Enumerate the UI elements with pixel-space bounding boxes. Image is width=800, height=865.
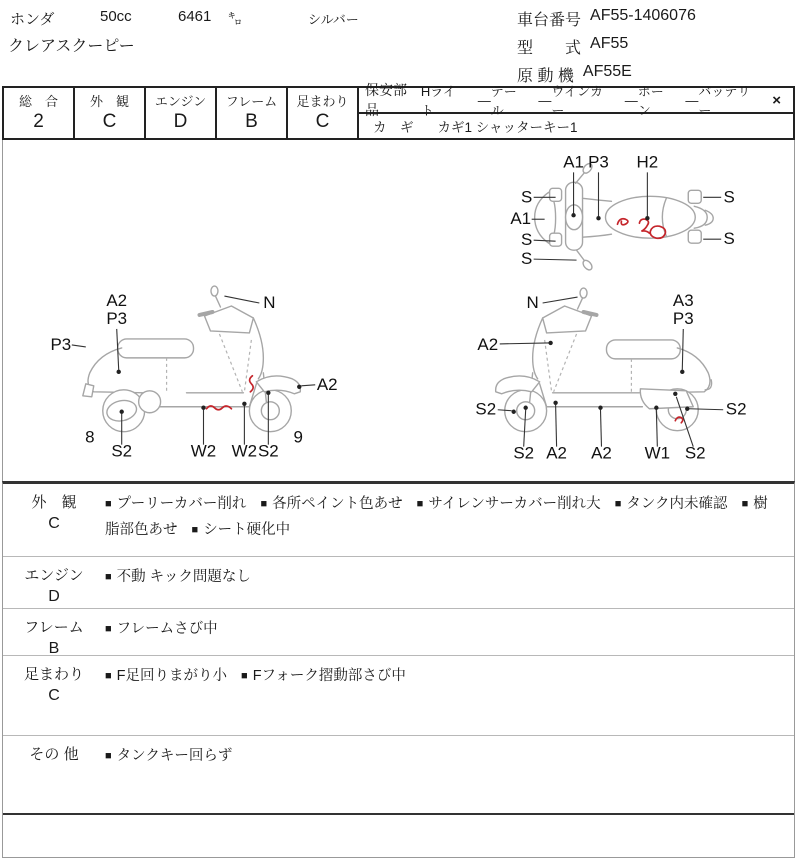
damage-diagram-svg	[3, 140, 794, 481]
section-notes	[105, 736, 794, 813]
damage-code-label: A2	[546, 443, 567, 463]
grade-engine-label: エンジン	[154, 94, 207, 109]
damage-code-label: W1	[644, 443, 671, 463]
section-side	[3, 484, 105, 556]
note-item	[105, 748, 232, 764]
bullet-icon: ■	[191, 524, 199, 536]
section-label: フレーム	[24, 619, 84, 636]
condition-sections	[2, 481, 795, 858]
damage-code-label: H2	[636, 152, 659, 172]
section-empty-row	[3, 815, 794, 859]
grade-overall	[4, 88, 75, 138]
safety-item-label: ホーン	[637, 84, 664, 118]
section-grade: C	[48, 515, 60, 532]
grade-exterior	[75, 88, 146, 138]
damage-code-label: S	[521, 187, 533, 207]
note-item	[105, 569, 251, 585]
note-item	[417, 496, 601, 512]
battery-ng-mark: ×	[772, 91, 781, 109]
damage-code-label: W2	[231, 441, 258, 461]
note-text: 樹脂部色あせ	[105, 496, 768, 538]
note-item	[241, 668, 406, 684]
note-text: フレームさび中	[116, 621, 218, 637]
bullet-icon: ■	[741, 498, 749, 510]
section-label: その 他	[29, 746, 79, 763]
key-label: カ ギ	[373, 120, 414, 135]
key-row	[359, 114, 793, 138]
damage-code-label: S2	[725, 399, 747, 419]
section-notes	[105, 656, 794, 735]
note-text: F足回りまがり小	[116, 668, 228, 684]
chassis-number-value: AF55-1406076	[590, 7, 696, 24]
wheel-size-label: 8	[85, 427, 95, 447]
bullet-icon: ■	[241, 670, 248, 682]
note-item	[192, 522, 291, 538]
damage-code-label: A1	[510, 209, 532, 229]
safety-item-mark: —	[477, 92, 491, 108]
damage-code-label: S	[521, 249, 533, 269]
model-code-label: 型 式	[517, 40, 582, 57]
mileage-unit: ㌔	[228, 11, 242, 27]
bullet-icon: ■	[260, 498, 268, 510]
damage-code-label: N	[526, 293, 539, 313]
note-item	[105, 621, 218, 637]
safety-item-label: ウインカー	[551, 84, 603, 118]
section-label: エンジン	[24, 567, 84, 584]
section-label: 足まわり	[23, 666, 84, 683]
damage-code-label: S	[723, 187, 735, 207]
note-text: 各所ペイント色あせ	[272, 496, 403, 512]
note-text: 不動 キック問題なし	[116, 569, 251, 585]
section-frame	[3, 609, 794, 656]
section-grade: B	[48, 640, 60, 657]
bullet-icon: ■	[105, 571, 112, 583]
damage-code-label: S	[723, 229, 735, 249]
damage-code-label: S2	[111, 441, 133, 461]
bullet-icon: ■	[105, 623, 112, 635]
note-item	[260, 496, 402, 512]
bullet-icon: ■	[105, 670, 112, 682]
bullet-icon: ■	[416, 498, 424, 510]
section-engine	[3, 557, 794, 609]
model-code-value: AF55	[590, 35, 629, 52]
grade-undercarriage-value: C	[315, 111, 330, 132]
damage-code-label: S2	[684, 443, 706, 463]
grade-frame-value: B	[245, 111, 258, 132]
safety-item-mark: —	[624, 92, 638, 108]
note-text: サイレンサーカバー削れ大	[428, 496, 601, 512]
bullet-icon: ■	[614, 498, 622, 510]
note-text: タンク内未確認	[626, 496, 728, 512]
model-name: クレアスクーピー	[8, 38, 135, 55]
section-side	[3, 557, 105, 608]
grade-overall-value: 2	[33, 111, 44, 132]
grade-table	[2, 82, 795, 140]
note-item	[105, 668, 227, 684]
grade-frame-label: フレーム	[225, 94, 278, 109]
safety-parts-cell	[359, 82, 793, 138]
scooter-top-view-outline	[535, 162, 714, 272]
section-side	[3, 609, 105, 655]
grade-engine-value: D	[173, 111, 188, 132]
damage-code-label: S	[521, 230, 533, 250]
grade-engine	[146, 88, 217, 138]
maker-name: ホンダ	[10, 11, 55, 28]
damage-code-label: S2	[257, 441, 279, 461]
damage-code-label: A2	[316, 374, 338, 394]
note-text: Fフォーク摺動部さび中	[252, 668, 406, 684]
model-code-row	[517, 35, 628, 58]
bullet-icon: ■	[105, 750, 112, 762]
bullet-icon: ■	[105, 498, 112, 510]
damage-code-label: P3	[588, 152, 609, 172]
damage-code-label: A2	[591, 443, 612, 463]
safety-item-mark: —	[685, 92, 699, 108]
section-notes	[105, 484, 794, 556]
damage-diagram	[2, 140, 795, 481]
displacement: 50cc	[100, 8, 132, 25]
section-other	[3, 736, 794, 815]
note-text: プーリーカバー削れ	[116, 496, 247, 512]
damage-code-label: S2	[475, 399, 497, 419]
note-text: タンクキー回らず	[116, 748, 233, 764]
note-item	[615, 496, 728, 512]
damage-code-label: P3	[672, 308, 694, 328]
body-color: シルバー	[308, 12, 359, 27]
damage-code-label: S2	[513, 443, 535, 463]
damage-code-label: A2	[477, 334, 499, 354]
engine-code-label: 原 動 機	[517, 68, 574, 85]
chassis-number-label: 車台番号	[517, 12, 582, 29]
section-notes	[105, 557, 794, 608]
safety-item-label: バッテリー	[698, 84, 751, 118]
damage-code-label: A1	[563, 152, 584, 172]
section-label: 外 観	[31, 494, 77, 511]
damage-code-label: W2	[190, 441, 217, 461]
grade-exterior-value: C	[102, 111, 117, 132]
safety-item-mark: —	[538, 92, 552, 108]
damage-code-label: P3	[50, 334, 72, 354]
engine-code-value: AF55E	[582, 63, 632, 80]
damage-code-label: A2	[106, 291, 128, 311]
note-text: シート硬化中	[203, 522, 291, 538]
section-grade: C	[48, 687, 60, 704]
key-value: カギ1 シャッターキー1	[437, 120, 578, 135]
damage-code-label: N	[263, 293, 276, 313]
chassis-number-row	[517, 7, 696, 30]
section-notes	[105, 609, 794, 655]
grade-undercarriage-label: 足まわり	[296, 94, 349, 109]
section-exterior	[3, 484, 794, 557]
scooter-left-side-view	[475, 288, 746, 463]
safety-item-label: テール	[490, 84, 517, 118]
safety-item-label: Hライト	[420, 84, 456, 118]
damage-code-label: A3	[672, 291, 694, 311]
safety-parts-title: 保安部品	[365, 82, 407, 118]
grade-frame	[217, 88, 288, 138]
grade-undercarriage	[288, 88, 359, 138]
section-side	[3, 656, 105, 735]
wheel-size-label: 9	[293, 427, 303, 447]
damage-code-label: P3	[106, 308, 128, 328]
section-side	[3, 736, 105, 813]
section-grade: D	[48, 588, 60, 605]
grade-overall-label: 総 合	[18, 94, 58, 109]
note-item	[105, 496, 246, 512]
scooter-right-side-view	[50, 286, 337, 461]
grade-exterior-label: 外 観	[89, 94, 129, 109]
safety-parts-row	[359, 82, 793, 118]
scooter-top-view	[510, 152, 734, 271]
section-undercarriage	[3, 656, 794, 736]
mileage-value: 6461	[178, 8, 212, 25]
